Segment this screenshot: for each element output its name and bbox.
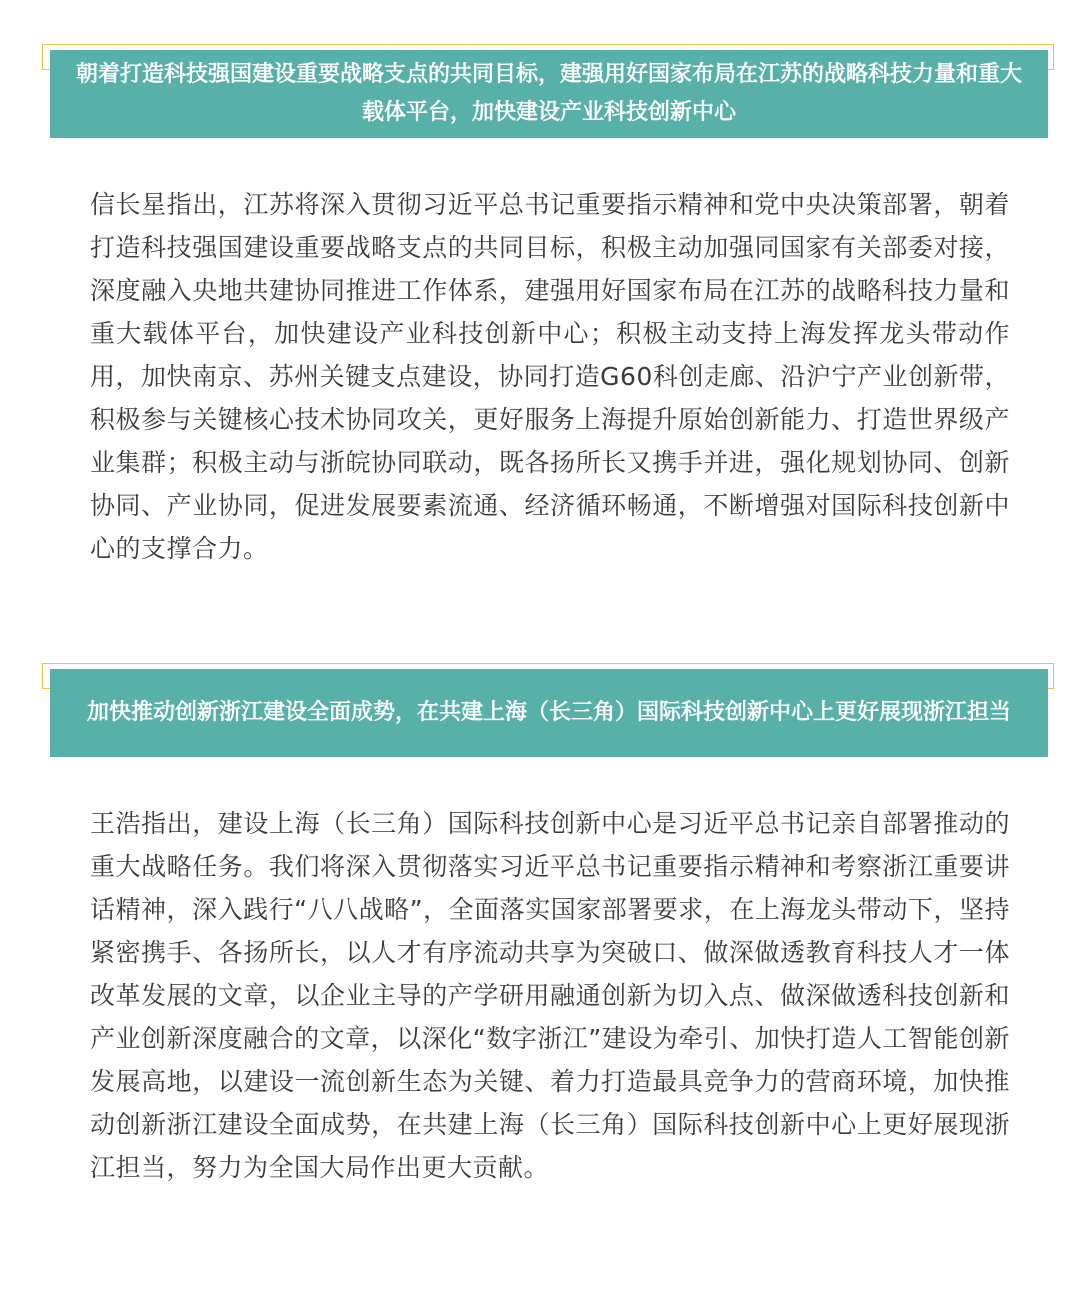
section-heading: 朝着打造科技强国建设重要战略支点的共同目标，建强用好国家布局在江苏的战略科技力量和重大载体平台，加快建设产业科技创新中心: [75, 62, 1022, 125]
section-heading: 加快推动创新浙江建设全面成势，在共建上海（长三角）国际科技创新中心上更好展现浙江担当: [86, 700, 1011, 725]
section-paragraph: 信长星指出，江苏将深入贯彻习近平总书记重要指示精神和党中央决策部署，朝着打造科技强国建设重要战略支点的共同目标，积极主动加强同国家有关部委对接，深度融入央地共建协同推进工作体系，建强用好国家布局在江苏的战略科技力量和重大载体平台，加快建设产业科技创新中心；积极主动支持上海发挥龙头带动作用，加快南京、苏州关键支点建设，协同打造G60科创走廊、沿沪宁产业创新带，积极参与关键核心技术协同攻关，更好服务上海提升原始创新能力、打造世界级产业集群；积极主动与浙皖协同联动，既各扬所长又携手并进，强化规划协同、创新协同、产业协同，促进发展要素流通、经济循环畅通，不断增强对国际科技创新中心的支撑合力。: [90, 190, 1010, 563]
section-heading-box: [50, 669, 1048, 757]
section-heading-box: [50, 50, 1048, 138]
section-paragraph: 王浩指出，建设上海（长三角）国际科技创新中心是习近平总书记亲自部署推动的重大战略任务。我们将深入贯彻落实习近平总书记重要指示精神和考察浙江重要讲话精神，深入践行“八八战略”，全面落实国家部署要求，在上海龙头带动下，坚持紧密携手、各扬所长，以人才有序流动共享为突破口、做深做透教育科技人才一体改革发展的文章，以企业主导的产学研用融通创新为切入点、做深做透科技创新和产业创新深度融合的文章，以深化“数字浙江”建设为牵引、加快打造人工智能创新发展高地，以建设一流创新生态为关键、着力打造最具竞争力的营商环境，加快推动创新浙江建设全面成势，在共建上海（长三角）国际科技创新中心上更好展现浙江担当，努力为全国大局作出更大贡献。: [90, 809, 1010, 1182]
